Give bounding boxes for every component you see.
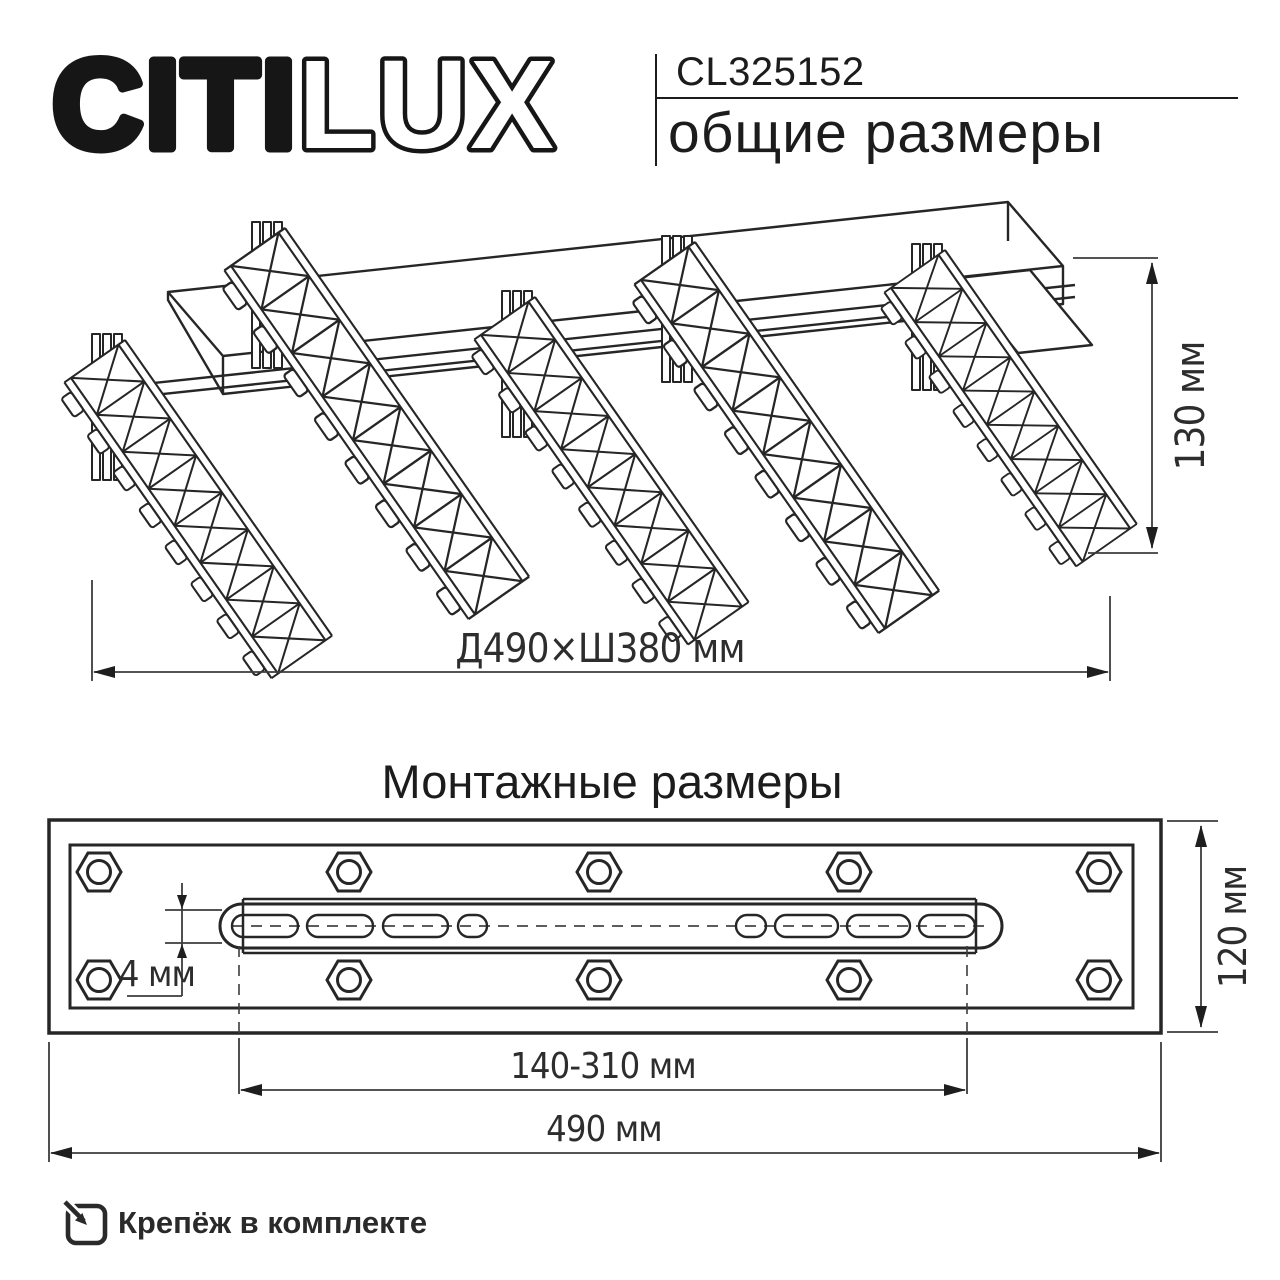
bar-thickness-dim-label: 4 мм [118, 954, 196, 995]
mounting-section-title: Монтажные размеры [381, 755, 843, 808]
hardware-included-icon [63, 1200, 105, 1243]
hex-bolt [827, 961, 871, 999]
hex-bolt [577, 961, 621, 999]
hex-bolt [327, 853, 371, 891]
footprint-dim-label: Д490×Ш380 мм [455, 626, 745, 672]
hex-bolt [577, 853, 621, 891]
logo-solid-part: CITI [52, 34, 298, 175]
mounting-plate-drawing [49, 820, 1161, 1033]
bracket-slot [919, 915, 975, 937]
citilux-logo [52, 34, 556, 175]
header-vertical-divider [655, 54, 657, 166]
hex-bolt [827, 853, 871, 891]
hardware-included-note: Крепёж в комплекте [118, 1205, 428, 1240]
model-number: CL325152 [676, 50, 865, 94]
height-dim-label: 130 мм [1168, 341, 1214, 471]
logo-text [52, 34, 556, 175]
mounting-bracket-bar [220, 899, 1002, 953]
plate-length-dim-label: 490 мм [546, 1109, 662, 1150]
plate-width-dim-label: 120 мм [1211, 865, 1255, 989]
hex-bolt [77, 961, 121, 999]
hex-bolt [77, 853, 121, 891]
logo-outline-part: LUX [297, 34, 556, 175]
sheet-subtitle: общие размеры [668, 101, 1105, 165]
fixture-drawing [55, 202, 1137, 685]
hex-bolt [1077, 961, 1121, 999]
header-horizontal-divider [655, 97, 1238, 99]
hex-bolt [1077, 853, 1121, 891]
hex-bolt [327, 961, 371, 999]
adjust-range-dim-label: 140-310 мм [510, 1046, 696, 1087]
